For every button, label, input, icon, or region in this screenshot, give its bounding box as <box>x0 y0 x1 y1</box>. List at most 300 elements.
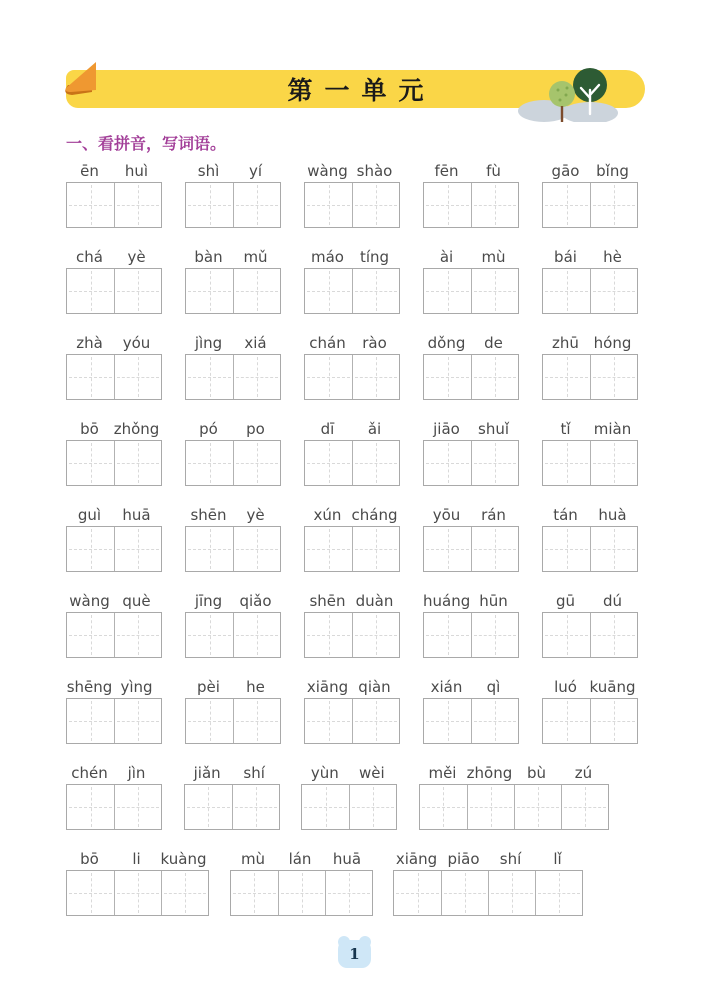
pinyin-row <box>304 335 400 351</box>
pinyin-syllable: dǒng <box>427 334 466 352</box>
pinyin-row <box>66 765 162 781</box>
word-group <box>185 421 281 486</box>
pinyin-syllable: bō <box>80 420 99 438</box>
writing-grid <box>66 612 162 658</box>
word-row <box>66 593 638 658</box>
pinyin-syllable: hūn <box>479 592 508 610</box>
pinyin-syllable: yōu <box>432 506 461 524</box>
pinyin-row <box>419 765 609 781</box>
word-row <box>66 163 638 228</box>
pinyin-syllable: yí <box>248 162 263 180</box>
word-group <box>66 335 162 400</box>
pinyin-row <box>423 249 519 265</box>
character-cell <box>186 441 233 485</box>
pinyin-row <box>423 507 519 523</box>
character-cell <box>186 269 233 313</box>
pinyin-row <box>423 421 519 437</box>
pinyin-row <box>66 335 162 351</box>
word-row <box>66 851 583 916</box>
pinyin-row <box>66 249 162 265</box>
writing-grid <box>423 698 519 744</box>
writing-grid <box>542 440 638 486</box>
writing-grid <box>230 870 373 916</box>
pinyin-syllable: qiǎo <box>239 592 272 610</box>
pinyin-syllable: yùn <box>310 764 339 782</box>
pinyin-syllable: zhà <box>76 334 103 352</box>
character-cell <box>67 183 114 227</box>
word-group <box>542 421 638 486</box>
writing-grid <box>66 784 162 830</box>
character-cell <box>305 699 352 743</box>
pinyin-syllable: shuǐ <box>478 420 509 438</box>
writing-grid <box>185 268 281 314</box>
pinyin-syllable: guì <box>77 506 102 524</box>
pinyin-row <box>423 163 519 179</box>
pinyin-syllable: wàng <box>69 592 110 610</box>
pinyin-syllable: lán <box>288 850 312 868</box>
pinyin-syllable: bǐng <box>596 162 629 180</box>
character-cell <box>185 785 232 829</box>
character-cell <box>67 355 114 399</box>
pinyin-syllable: mù <box>481 248 506 266</box>
pinyin-row <box>423 593 519 609</box>
pinyin-row <box>230 851 373 867</box>
character-cell <box>233 527 280 571</box>
word-group <box>423 593 519 658</box>
writing-grid <box>66 440 162 486</box>
pinyin-syllable: hóng <box>593 334 632 352</box>
pinyin-syllable: yè <box>246 506 265 524</box>
character-cell <box>590 183 637 227</box>
pinyin-row <box>66 679 162 695</box>
trees-icon <box>518 64 618 122</box>
word-row <box>66 335 638 400</box>
pinyin-syllable: shēng <box>66 678 113 696</box>
writing-grid <box>304 182 400 228</box>
pinyin-syllable: shì <box>197 162 220 180</box>
pinyin-syllable: dú <box>602 592 623 610</box>
pinyin-row <box>185 421 281 437</box>
pinyin-row <box>66 593 162 609</box>
word-row <box>66 765 609 830</box>
pinyin-syllable: gāo <box>551 162 580 180</box>
word-row <box>66 679 638 744</box>
pinyin-row <box>184 765 280 781</box>
character-cell <box>114 699 161 743</box>
character-cell <box>394 871 441 915</box>
instruction-text: 一、看拼音，写词语。 <box>66 134 227 153</box>
exercise-rows <box>66 163 638 937</box>
pinyin-syllable: yìng <box>120 678 153 696</box>
pinyin-syllable: zú <box>574 764 593 782</box>
character-cell <box>590 527 637 571</box>
word-group <box>185 507 281 572</box>
pinyin-syllable: jiāo <box>433 420 460 438</box>
pinyin-row <box>185 593 281 609</box>
writing-grid <box>66 526 162 572</box>
pinyin-row <box>393 851 583 867</box>
character-cell <box>325 871 372 915</box>
pinyin-syllable: zhǒng <box>113 420 160 438</box>
character-cell <box>471 183 518 227</box>
word-group <box>542 163 638 228</box>
writing-grid <box>423 182 519 228</box>
pinyin-syllable: huì <box>124 162 149 180</box>
word-group <box>66 851 209 916</box>
pinyin-syllable: jīng <box>194 592 223 610</box>
character-cell <box>67 269 114 313</box>
pinyin-syllable: xiāng <box>395 850 438 868</box>
pinyin-syllable: xiá <box>244 334 267 352</box>
character-cell <box>233 355 280 399</box>
writing-grid <box>419 784 609 830</box>
character-cell <box>67 871 114 915</box>
pinyin-syllable: qì <box>486 678 501 696</box>
writing-grid <box>542 268 638 314</box>
pinyin-syllable: huā <box>332 850 362 868</box>
unit-title: 第一单元 <box>287 76 436 105</box>
character-cell <box>305 441 352 485</box>
character-cell <box>305 613 352 657</box>
character-cell <box>424 613 471 657</box>
pinyin-syllable: xún <box>313 506 342 524</box>
word-group <box>423 335 519 400</box>
word-group <box>542 507 638 572</box>
character-cell <box>114 441 161 485</box>
word-group <box>185 249 281 314</box>
pinyin-syllable: fù <box>486 162 501 180</box>
pinyin-row <box>66 851 209 867</box>
pinyin-syllable: dī <box>320 420 335 438</box>
character-cell <box>67 785 114 829</box>
character-cell <box>349 785 396 829</box>
character-cell <box>590 699 637 743</box>
writing-grid <box>185 354 281 400</box>
pinyin-syllable: bàn <box>194 248 223 266</box>
pinyin-syllable: shí <box>499 850 522 868</box>
pinyin-row <box>185 679 281 695</box>
writing-grid <box>66 182 162 228</box>
character-cell <box>441 871 488 915</box>
writing-grid <box>304 354 400 400</box>
word-group <box>304 421 400 486</box>
writing-grid <box>542 612 638 658</box>
character-cell <box>424 527 471 571</box>
character-cell <box>305 527 352 571</box>
writing-grid <box>542 182 638 228</box>
word-row <box>66 249 638 314</box>
pinyin-row <box>542 507 638 523</box>
pinyin-syllable: ài <box>439 248 454 266</box>
pinyin-syllable: shēn <box>190 506 227 524</box>
character-cell <box>233 441 280 485</box>
writing-grid <box>301 784 397 830</box>
pinyin-syllable: po <box>246 420 265 438</box>
pinyin-syllable: kuāng <box>589 678 636 696</box>
pinyin-syllable: tán <box>553 506 578 524</box>
pinyin-syllable: ēn <box>80 162 99 180</box>
writing-grid <box>304 698 400 744</box>
character-cell <box>352 269 399 313</box>
character-cell <box>543 699 590 743</box>
word-group <box>393 851 583 916</box>
character-cell <box>424 355 471 399</box>
writing-grid <box>423 440 519 486</box>
character-cell <box>67 527 114 571</box>
character-cell <box>233 269 280 313</box>
folded-corner-icon <box>62 61 98 97</box>
word-group <box>230 851 373 916</box>
character-cell <box>543 355 590 399</box>
pinyin-row <box>66 163 162 179</box>
character-cell <box>233 613 280 657</box>
pinyin-row <box>304 507 400 523</box>
pinyin-syllable: kuàng <box>160 850 207 868</box>
writing-grid <box>423 526 519 572</box>
word-group <box>542 593 638 658</box>
pinyin-row <box>185 163 281 179</box>
word-group <box>304 679 400 744</box>
pinyin-syllable: zhōng <box>466 764 513 782</box>
pinyin-syllable: he <box>246 678 265 696</box>
pinyin-syllable: chá <box>76 248 103 266</box>
writing-grid <box>66 354 162 400</box>
pinyin-syllable: chán <box>309 334 346 352</box>
pinyin-syllable: yè <box>127 248 146 266</box>
pinyin-row <box>304 249 400 265</box>
pinyin-row <box>542 163 638 179</box>
character-cell <box>535 871 582 915</box>
writing-grid <box>185 440 281 486</box>
character-cell <box>186 355 233 399</box>
pinyin-row <box>185 507 281 523</box>
character-cell <box>67 441 114 485</box>
pinyin-syllable: wàng <box>307 162 348 180</box>
word-group <box>66 421 162 486</box>
character-cell <box>186 613 233 657</box>
writing-grid <box>185 526 281 572</box>
character-cell <box>424 269 471 313</box>
pinyin-row <box>542 679 638 695</box>
word-row <box>66 507 638 572</box>
character-cell <box>471 527 518 571</box>
character-cell <box>543 527 590 571</box>
writing-grid <box>185 698 281 744</box>
pinyin-syllable: shí <box>243 764 265 782</box>
pinyin-syllable: chén <box>71 764 108 782</box>
writing-grid <box>542 526 638 572</box>
character-cell <box>352 355 399 399</box>
character-cell <box>352 183 399 227</box>
word-group <box>301 765 397 830</box>
word-group <box>185 163 281 228</box>
word-group <box>66 507 162 572</box>
writing-grid <box>304 268 400 314</box>
writing-grid <box>304 612 400 658</box>
pinyin-syllable: huà <box>598 506 627 524</box>
pinyin-syllable: duàn <box>355 592 394 610</box>
character-cell <box>302 785 349 829</box>
word-group <box>423 249 519 314</box>
character-cell <box>424 699 471 743</box>
word-group <box>185 593 281 658</box>
writing-grid <box>304 440 400 486</box>
word-group <box>542 335 638 400</box>
pinyin-syllable: què <box>122 592 151 610</box>
pinyin-row <box>542 593 638 609</box>
pinyin-syllable: pèi <box>197 678 220 696</box>
character-cell <box>233 699 280 743</box>
writing-grid <box>423 354 519 400</box>
pinyin-syllable: bái <box>554 248 577 266</box>
word-group <box>419 765 609 830</box>
character-cell <box>543 613 590 657</box>
character-cell <box>561 785 608 829</box>
pinyin-syllable: huáng <box>423 592 471 610</box>
pinyin-syllable: mǔ <box>243 248 268 266</box>
word-group <box>304 249 400 314</box>
character-cell <box>352 527 399 571</box>
word-group <box>66 679 162 744</box>
word-group <box>66 765 162 830</box>
pinyin-syllable: jìng <box>194 334 223 352</box>
word-group <box>66 249 162 314</box>
pinyin-syllable: rào <box>362 334 387 352</box>
word-group <box>66 163 162 228</box>
pinyin-syllable: jiǎn <box>193 764 221 782</box>
character-cell <box>114 871 161 915</box>
pinyin-syllable: shēn <box>309 592 346 610</box>
pinyin-syllable: bù <box>526 764 546 782</box>
pinyin-syllable: cháng <box>351 506 398 524</box>
pinyin-syllable: xiāng <box>306 678 349 696</box>
character-cell <box>233 183 280 227</box>
character-cell <box>467 785 514 829</box>
character-cell <box>543 441 590 485</box>
writing-grid <box>66 698 162 744</box>
character-cell <box>352 699 399 743</box>
pinyin-row <box>185 249 281 265</box>
pinyin-row <box>304 163 400 179</box>
word-group <box>423 163 519 228</box>
word-group <box>542 679 638 744</box>
writing-grid <box>66 268 162 314</box>
pinyin-syllable: luó <box>554 678 577 696</box>
character-cell <box>488 871 535 915</box>
pinyin-row <box>185 335 281 351</box>
pinyin-syllable: tǐ <box>560 420 571 438</box>
character-cell <box>424 183 471 227</box>
pinyin-syllable: piāo <box>447 850 480 868</box>
page-number: 1 <box>349 945 360 963</box>
character-cell <box>186 183 233 227</box>
word-group <box>304 163 400 228</box>
character-cell <box>424 441 471 485</box>
word-group <box>423 507 519 572</box>
word-group <box>304 335 400 400</box>
character-cell <box>590 355 637 399</box>
word-group <box>423 421 519 486</box>
pinyin-row <box>542 335 638 351</box>
character-cell <box>67 699 114 743</box>
pinyin-syllable: lǐ <box>553 850 562 868</box>
character-cell <box>590 269 637 313</box>
word-group <box>66 593 162 658</box>
writing-grid <box>542 354 638 400</box>
character-cell <box>305 183 352 227</box>
pinyin-syllable: xián <box>430 678 463 696</box>
pinyin-syllable: miàn <box>593 420 632 438</box>
character-cell <box>186 527 233 571</box>
pinyin-syllable: hè <box>603 248 622 266</box>
writing-grid <box>542 698 638 744</box>
pinyin-row <box>542 249 638 265</box>
pinyin-syllable: pó <box>199 420 218 438</box>
pinyin-syllable: ǎi <box>367 420 382 438</box>
character-cell <box>471 441 518 485</box>
character-cell <box>114 183 161 227</box>
character-cell <box>543 183 590 227</box>
pinyin-syllable: máo <box>311 248 344 266</box>
pinyin-syllable: rán <box>481 506 506 524</box>
character-cell <box>232 785 279 829</box>
character-cell <box>161 871 208 915</box>
writing-grid <box>66 870 209 916</box>
pinyin-syllable: jìn <box>127 764 146 782</box>
pinyin-syllable: měi <box>428 764 457 782</box>
pinyin-syllable: gū <box>555 592 576 610</box>
pinyin-row <box>66 421 162 437</box>
character-cell <box>186 699 233 743</box>
pinyin-syllable: tíng <box>359 248 390 266</box>
character-cell <box>590 441 637 485</box>
pinyin-syllable: wèi <box>358 764 385 782</box>
pinyin-row <box>301 765 397 781</box>
character-cell <box>471 613 518 657</box>
character-cell <box>114 527 161 571</box>
word-group <box>185 335 281 400</box>
pinyin-row <box>304 593 400 609</box>
writing-grid <box>304 526 400 572</box>
writing-grid <box>423 268 519 314</box>
writing-grid <box>185 182 281 228</box>
character-cell <box>471 269 518 313</box>
pinyin-syllable: de <box>484 334 503 352</box>
character-cell <box>305 355 352 399</box>
character-cell <box>231 871 278 915</box>
pinyin-syllable: yóu <box>122 334 151 352</box>
pinyin-syllable: qiàn <box>358 678 391 696</box>
pinyin-row <box>304 679 400 695</box>
pinyin-syllable: huā <box>122 506 151 524</box>
pinyin-syllable: shào <box>356 162 393 180</box>
pinyin-row <box>423 335 519 351</box>
pinyin-syllable: fēn <box>434 162 459 180</box>
word-group <box>304 593 400 658</box>
pinyin-row <box>66 507 162 523</box>
word-group <box>185 679 281 744</box>
character-cell <box>543 269 590 313</box>
pinyin-syllable: li <box>132 850 141 868</box>
writing-grid <box>185 612 281 658</box>
writing-grid <box>184 784 280 830</box>
character-cell <box>278 871 325 915</box>
word-group <box>423 679 519 744</box>
character-cell <box>67 613 114 657</box>
character-cell <box>305 269 352 313</box>
pinyin-row <box>304 421 400 437</box>
word-group <box>304 507 400 572</box>
